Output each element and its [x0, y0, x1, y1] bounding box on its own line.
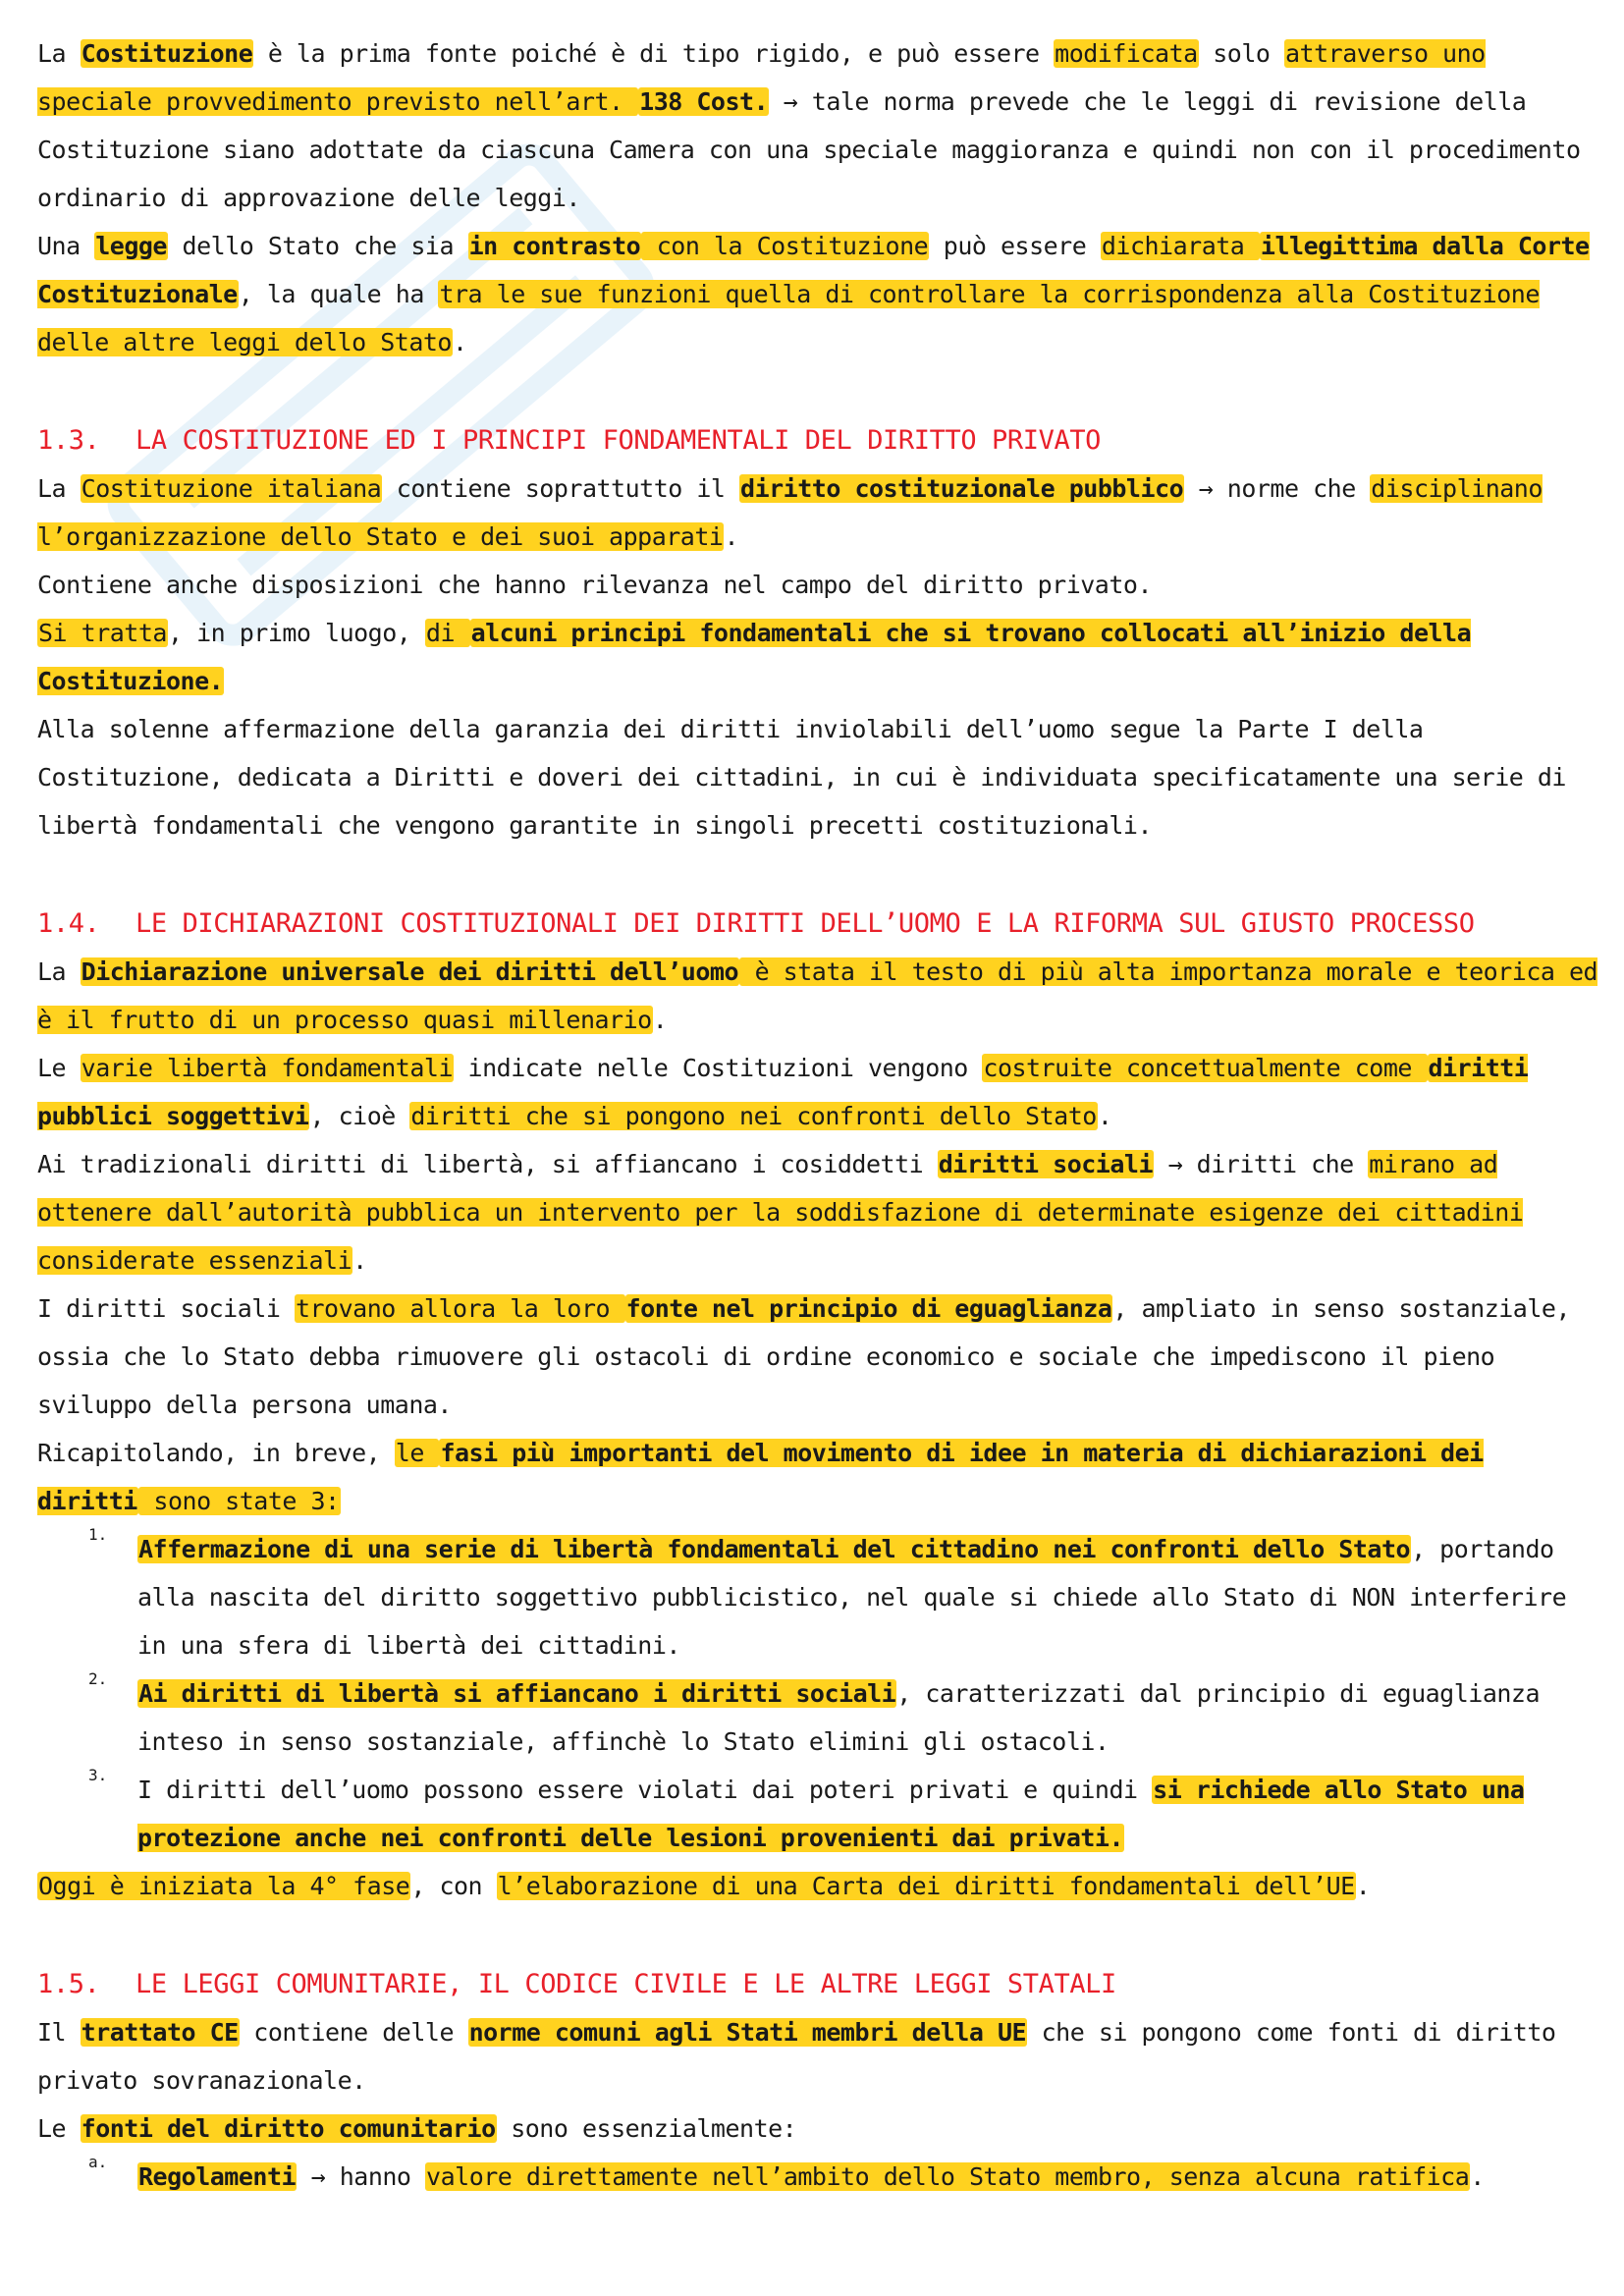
paragraph — [37, 29, 1598, 222]
text-run: . — [1097, 1102, 1112, 1130]
section-heading — [37, 1961, 1598, 2008]
paragraph — [37, 609, 1598, 705]
highlighted-text: norme comuni agli Stati membri della UE — [468, 2018, 1027, 2047]
text-run: contiene soprattutto il — [382, 474, 740, 503]
highlighted-text: tra le sue funzioni quella di controllare la corrispondenza alla Costituzione delle altre leggi dello Stato — [37, 280, 1540, 356]
text-run: Le — [37, 2114, 81, 2143]
paragraph — [37, 1285, 1598, 1429]
text-run: , cioè — [309, 1102, 410, 1130]
highlighted-text: mirano ad ottenere dall’autorità pubblica un intervento per la soddisfazione di determinate esigenze dei cittadini considerate essenziali — [37, 1150, 1524, 1275]
text-run: → norme che — [1184, 474, 1371, 503]
highlighted-text: diritti sociali — [938, 1150, 1154, 1178]
text-run: . — [724, 522, 739, 551]
highlighted-text: l’elaborazione di una Carta dei diritti fondamentali dell’UE — [497, 1872, 1355, 1900]
section-number: 1.5. — [37, 1969, 100, 1999]
text-run: indicate nelle Costituzioni vengono — [454, 1054, 983, 1082]
section-heading — [37, 417, 1598, 465]
text-run: I diritti sociali — [37, 1294, 295, 1323]
highlighted-text: si richiede allo Stato una protezione anche nei confronti delle lesioni provenienti dai privati. — [137, 1776, 1525, 1852]
highlighted-text: in contrasto — [468, 232, 641, 260]
text-run: , la quale ha — [238, 280, 439, 308]
text-run: La — [37, 39, 81, 68]
section-title: LE LEGGI COMUNITARIE, IL CODICE CIVILE E LE ALTRE LEGGI STATALI — [135, 1969, 1116, 1999]
highlighted-text: Costituzione — [81, 39, 253, 68]
text-run: . — [453, 328, 467, 356]
text-run: contiene delle — [239, 2018, 468, 2047]
highlighted-text: sono state 3: — [138, 1487, 340, 1515]
paragraph — [37, 2008, 1598, 2105]
highlighted-text: attraverso uno speciale provvedimento previsto nell’art. — [37, 39, 1486, 116]
paragraph — [37, 1044, 1598, 1140]
text-run: . — [352, 1246, 367, 1275]
section-number: 1.3. — [37, 425, 100, 456]
list-item — [37, 1766, 1598, 1862]
paragraph — [37, 1429, 1598, 1525]
list-item-text — [137, 2153, 1598, 2201]
section-heading — [37, 901, 1598, 948]
text-run: , caratterizzati dal principio di eguaglianza inteso in senso sostanziale, affinchè lo Stato elimini gli ostacoli. — [137, 1679, 1541, 1756]
text-run: . — [1470, 2162, 1485, 2191]
text-run: . — [1355, 1872, 1371, 1900]
highlighted-text: diritto costituzionale pubblico — [740, 474, 1184, 503]
highlighted-text: varie libertà fondamentali — [81, 1054, 453, 1082]
text-run: , portando alla nascita del diritto soggettivo pubblicistico, nel quale si chiede allo Stato di NON interferire in una sfera di libertà dei cittadini. — [137, 1535, 1567, 1660]
highlighted-text: diritti che si pongono nei confronti dello Stato — [410, 1102, 1097, 1130]
numbered-list — [37, 1525, 1598, 1862]
text-run: , con — [410, 1872, 497, 1900]
highlighted-text: Costituzione italiana — [81, 474, 382, 503]
text-run: I diritti dell’uomo possono essere violati dai poteri privati e quindi — [137, 1776, 1153, 1804]
list-item — [37, 1669, 1598, 1766]
list-item — [37, 1525, 1598, 1669]
highlighted-text: fonte nel principio di eguaglianza — [625, 1294, 1112, 1323]
highlighted-text: costruite concettualmente come — [983, 1054, 1427, 1082]
highlighted-text: trovano allora la loro — [295, 1294, 624, 1323]
paragraph — [37, 705, 1598, 849]
paragraph — [37, 561, 1598, 609]
text-run: dello Stato che sia — [167, 232, 468, 260]
text-run: Le — [37, 1054, 81, 1082]
highlighted-text: diritti pubblici soggettivi — [37, 1054, 1529, 1130]
highlighted-text: trattato CE — [81, 2018, 239, 2047]
lettered-list — [37, 2153, 1598, 2201]
highlighted-text: Ai diritti di libertà si affiancano i diritti sociali — [138, 1679, 896, 1708]
list-marker: 2. — [88, 1669, 108, 1688]
list-marker: a. — [88, 2153, 108, 2171]
paragraph — [37, 1862, 1598, 1910]
highlighted-text: fonti del diritto comunitario — [81, 2114, 496, 2143]
text-run: Ai tradizionali diritti di libertà, si affiancano i cosiddetti — [37, 1150, 938, 1178]
list-item — [37, 2153, 1598, 2201]
highlighted-text: fasi più importanti del movimento di idee in materia di dichiarazioni dei diritti — [37, 1439, 1484, 1515]
highlighted-text: Affermazione di una serie di libertà fondamentali del cittadino nei confronti dello Stato — [138, 1535, 1411, 1563]
text-run: è la prima fonte poiché è di tipo rigido, e può essere — [253, 39, 1055, 68]
paragraph — [37, 465, 1598, 561]
list-item-text — [137, 1669, 1598, 1766]
text-run: Il — [37, 2018, 81, 2047]
highlighted-text: illegittima dalla Corte Costituzionale — [37, 232, 1590, 308]
paragraph — [37, 948, 1598, 1044]
highlighted-text: modificata — [1055, 39, 1198, 68]
section-number: 1.4. — [37, 908, 100, 939]
text-run: Alla solenne affermazione della garanzia dei diritti inviolabili dell’uomo segue la Parte I della Costituzione, dedicata a Diritti e doveri dei cittadini, in cui è individuata specificatamente una serie di libertà fondamentali che vengono garantite in singoli precetti costituzionali. — [37, 715, 1566, 840]
highlighted-text: le — [395, 1439, 439, 1467]
list-marker: 1. — [88, 1525, 108, 1544]
text-run: . — [652, 1006, 668, 1034]
text-run: Contiene anche disposizioni che hanno rilevanza nel campo del diritto privato. — [37, 571, 1152, 599]
highlighted-text: Si tratta — [38, 619, 167, 647]
highlighted-text: Oggi è iniziata la 4° fase — [38, 1872, 410, 1900]
highlighted-text: 138 Cost. — [639, 87, 769, 116]
text-run: La — [37, 957, 81, 986]
text-run: → hanno — [297, 2162, 426, 2191]
paragraph — [37, 2105, 1598, 2153]
list-item-text — [137, 1766, 1598, 1862]
highlighted-text: alcuni principi fondamentali che si trovano collocati all’inizio della Costituzione. — [37, 619, 1472, 695]
highlighted-text: legge — [95, 232, 167, 260]
text-run: Una — [37, 232, 95, 260]
highlighted-text: Dichiarazione universale dei diritti dell’uomo — [81, 957, 739, 986]
highlighted-text: dichiarata — [1101, 232, 1259, 260]
text-run: sono essenzialmente: — [496, 2114, 797, 2143]
text-run: La — [37, 474, 81, 503]
highlighted-text: valore direttamente nell’ambito dello Stato membro, senza alcuna ratifica — [426, 2162, 1470, 2191]
highlighted-text: Regolamenti — [138, 2162, 297, 2191]
highlighted-text: è stata il testo di più alta importanza morale e teorica ed è il frutto di un processo quasi millenario — [37, 957, 1598, 1034]
section-title: LE DICHIARAZIONI COSTITUZIONALI DEI DIRITTI DELL’UOMO E LA RIFORMA SUL GIUSTO PROCESSO — [135, 908, 1475, 939]
text-run: che si pongono come fonti di diritto privato sovranazionale. — [37, 2018, 1556, 2095]
text-run: solo — [1198, 39, 1284, 68]
highlighted-text: di — [425, 619, 469, 647]
text-run: , ampliato in senso sostanziale, ossia che lo Stato debba rimuovere gli ostacoli di ordine economico e sociale che impediscono il pieno sviluppo della persona umana. — [37, 1294, 1571, 1419]
text-run: , in primo luogo, — [167, 619, 425, 647]
highlighted-text: con la Costituzione — [642, 232, 929, 260]
document-page — [37, 29, 1598, 2201]
text-run: può essere — [929, 232, 1101, 260]
text-run: Ricapitolando, in breve, — [37, 1439, 395, 1467]
list-marker: 3. — [88, 1766, 108, 1784]
paragraph — [37, 222, 1598, 366]
list-item-text — [137, 1525, 1598, 1669]
paragraph — [37, 1140, 1598, 1285]
section-title: LA COSTITUZIONE ED I PRINCIPI FONDAMENTALI DEL DIRITTO PRIVATO — [135, 425, 1102, 456]
text-run: → diritti che — [1154, 1150, 1369, 1178]
highlighted-text: disciplinano l’organizzazione dello Stato e dei suoi apparati — [37, 474, 1543, 551]
text-run: → tale norma prevede che le leggi di revisione della Costituzione siano adottate da ciascuna Camera con una speciale maggioranza e quindi non con il procedimento ordinario di approvazione delle leggi. — [37, 87, 1581, 212]
